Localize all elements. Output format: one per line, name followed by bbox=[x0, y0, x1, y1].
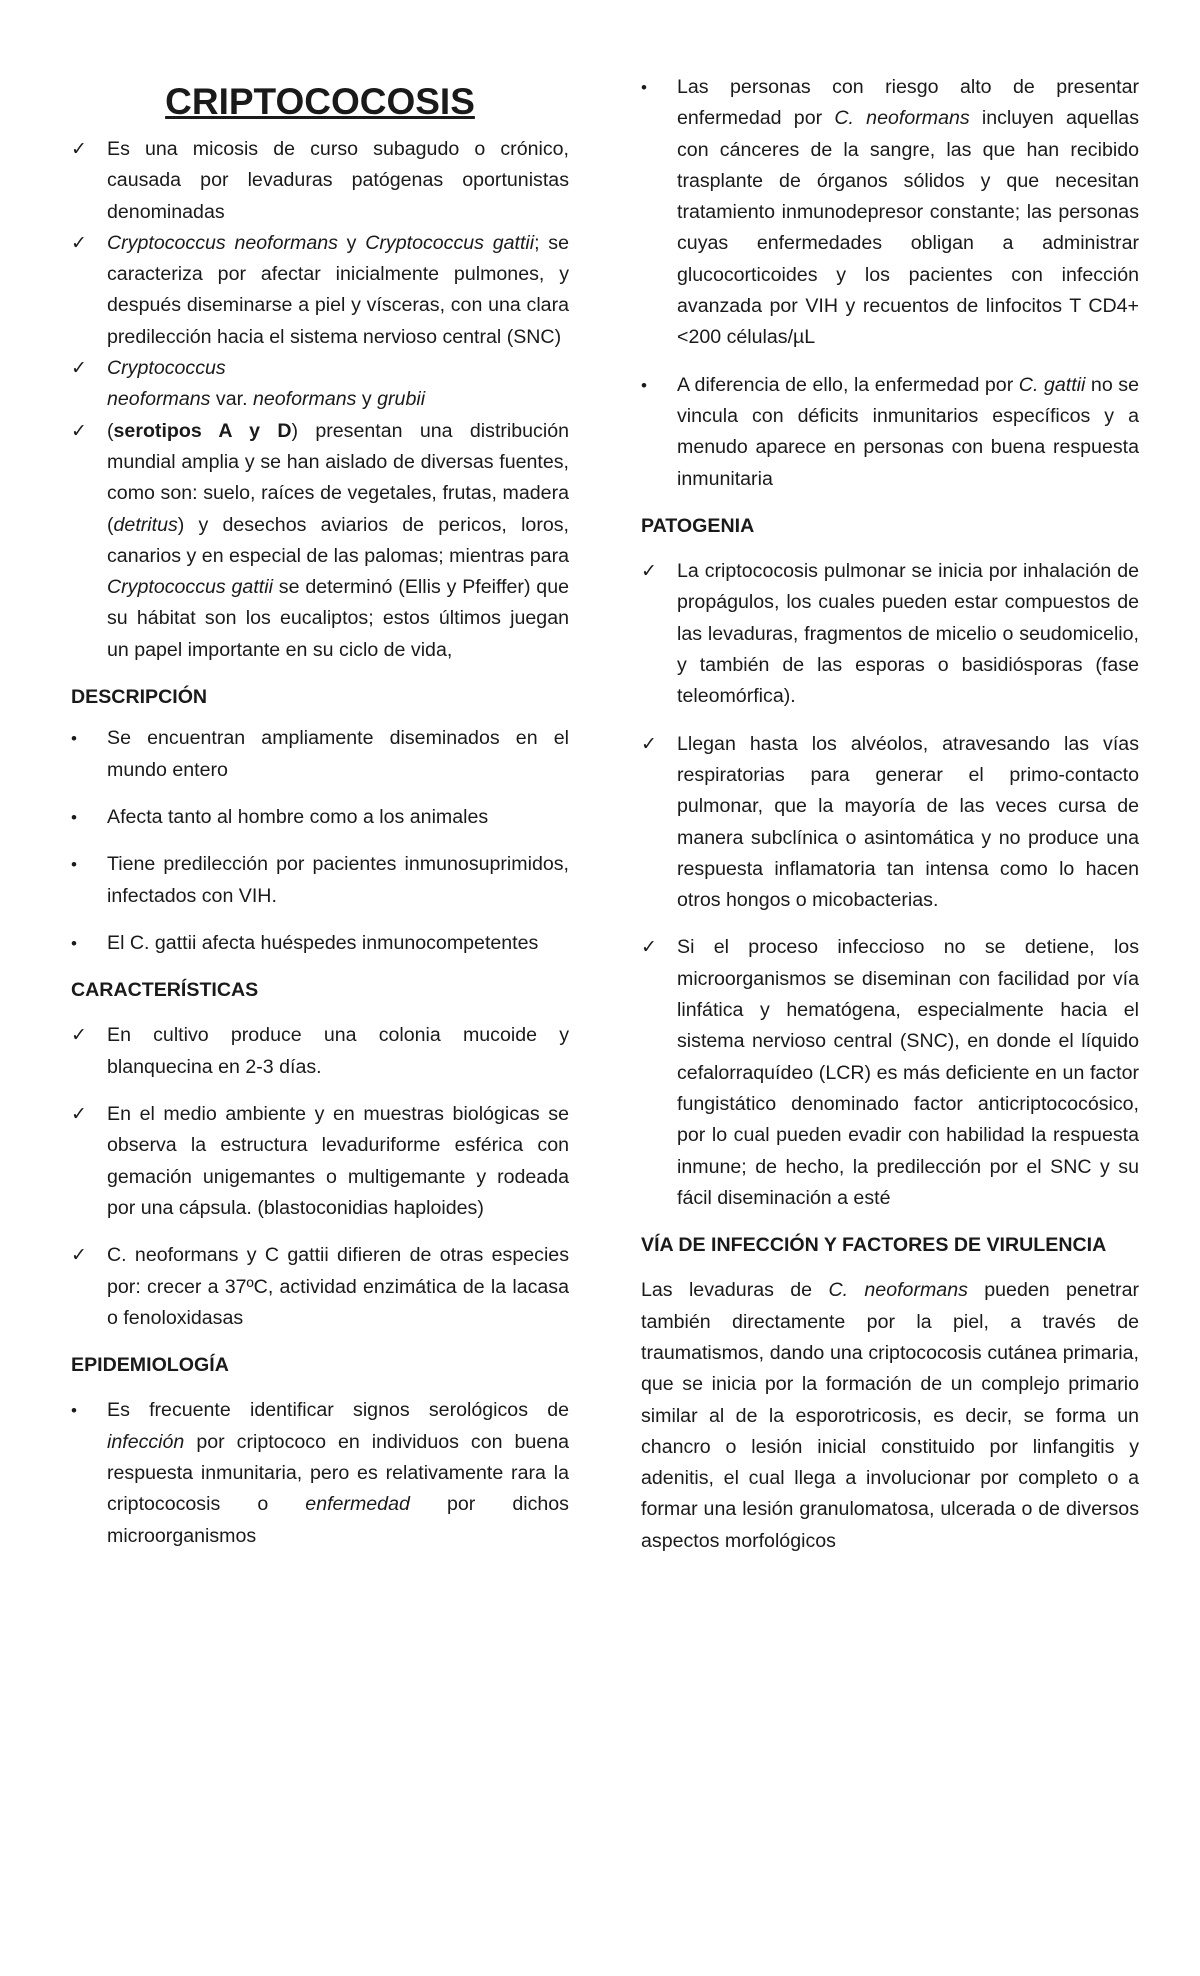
patogenia-text: Llegan hasta los alvéolos, atravesando las vías respiratorias para generar el primo-contacto pulmonar, que la mayoría de las veces cursa de manera subclínica o asintomática y no produce una respuesta inflamatoria tan intensa como lo hacen otros hongos o micobacterias. bbox=[677, 732, 1139, 912]
emphasis-text: infección bbox=[107, 1430, 185, 1453]
descripcion-text: El C. gattii afecta huéspedes inmunocompetentes bbox=[107, 931, 539, 954]
intro-item-2 bbox=[71, 228, 569, 353]
descripcion-item bbox=[71, 723, 569, 786]
emphasis-text: enfermedad bbox=[305, 1493, 410, 1516]
intro-text: var. bbox=[210, 388, 253, 411]
epidemiologia-item-3 bbox=[641, 370, 1139, 495]
checkmark-icon: ✓ bbox=[71, 420, 87, 442]
intro-text: y bbox=[356, 388, 378, 411]
intro-item-4 bbox=[71, 416, 569, 666]
checkmark-icon: ✓ bbox=[71, 232, 87, 254]
bullet-icon: • bbox=[641, 375, 647, 395]
epidemiologia-text: Las personas con riesgo alto de presentar enfermedad por bbox=[677, 76, 1139, 130]
heading-caracteristicas: CARACTERÍSTICAS bbox=[71, 979, 259, 1002]
checkmark-icon: ✓ bbox=[641, 937, 657, 959]
descripcion-text: Tiene predilección por pacientes inmunosuprimidos, infectados con VIH. bbox=[107, 853, 569, 907]
checkmark-icon: ✓ bbox=[71, 1025, 87, 1047]
right-column bbox=[641, 72, 1139, 1557]
checkmark-icon: ✓ bbox=[71, 1245, 87, 1267]
checkmark-icon: ✓ bbox=[71, 358, 87, 380]
variety-name: neoformans bbox=[252, 388, 357, 411]
patogenia-text: La criptococosis pulmonar se inicia por inhalación de propágulos, los cuales pueden estar compuestos de las levaduras, fragmentos de micelio o seudomicelio, y también de las esporas o basidiósporas (fase teleomórfica). bbox=[677, 560, 1139, 708]
left-column bbox=[71, 0, 569, 1552]
via-infeccion-paragraph bbox=[641, 1275, 1139, 1557]
bullet-icon: • bbox=[71, 729, 77, 749]
species-name: Cryptococcus neoformans bbox=[107, 231, 338, 254]
serotypes-text: serotipos A y D bbox=[113, 419, 292, 442]
species-name: Cryptococcus gattii bbox=[365, 231, 535, 254]
intro-text: ) presentan una distribución mundial amplia y se han aislado de diversas fuentes, como son: suelo, raíces de vegetales, frutas, madera ( bbox=[107, 419, 569, 536]
descripcion-item bbox=[71, 928, 569, 959]
caracteristicas-text: C. neoformans y C gattii difieren de otras especies por: crecer a 37ºC, actividad enzimática de la lacasa o fenoloxidasas bbox=[107, 1244, 569, 1329]
species-name: C. gattii bbox=[1018, 373, 1086, 396]
epidemiologia-text: por dichos microorganismos bbox=[107, 1493, 569, 1547]
epidemiologia-text: no se vincula con déficits inmunitarios específicos y a menudo aparece en personas con buena respuesta inmunitaria bbox=[677, 373, 1139, 490]
bullet-icon: • bbox=[71, 1401, 77, 1421]
patogenia-item bbox=[641, 729, 1139, 917]
via-text: Las levaduras de bbox=[641, 1279, 829, 1302]
heading-descripcion: DESCRIPCIÓN bbox=[71, 686, 208, 709]
intro-text: se determinó (Ellis y Pfeiffer) que su hábitat son los eucaliptos; estos últimos juegan un papel importante en su ciclo de vida, bbox=[107, 576, 570, 661]
variety-name: grubii bbox=[377, 388, 426, 411]
descripcion-text: Se encuentran ampliamente diseminados en el mundo entero bbox=[107, 727, 569, 781]
intro-item-3 bbox=[71, 353, 569, 416]
epidemiologia-text: Es frecuente identificar signos serológicos de bbox=[107, 1399, 569, 1422]
bullet-icon: • bbox=[71, 933, 77, 953]
caracteristicas-item bbox=[71, 1099, 569, 1224]
patogenia-text: Si el proceso infeccioso no se detiene, los microorganismos se diseminan con facilidad por vía linfática y hematógena, especialmente hacia el sistema nervioso central (SNC), en donde el líquido cefalorraquídeo (LCR) es más deficiente en un factor fungistático denominado factor anticriptococósico, por lo cual pueden evadir con habilidad la respuesta inmune; de hecho, la predilección por el SNC y su fácil diseminación a esté bbox=[677, 936, 1139, 1209]
checkmark-icon: ✓ bbox=[641, 733, 657, 755]
intro-text: ) y desechos aviarios de pericos, loros, canarios y en especial de las palomas; mientras para bbox=[107, 513, 569, 567]
patogenia-item bbox=[641, 932, 1139, 1214]
patogenia-item bbox=[641, 556, 1139, 712]
intro-text: y bbox=[337, 231, 366, 254]
epidemiologia-item-2 bbox=[641, 72, 1139, 354]
epidemiologia-text: por criptococo en individuos con buena respuesta inmunitaria, pero es relativamente rara la criptococosis o bbox=[107, 1430, 569, 1516]
bullet-icon: • bbox=[71, 807, 77, 827]
checkmark-icon: ✓ bbox=[71, 1104, 87, 1126]
heading-patogenia: PATOGENIA bbox=[641, 514, 755, 537]
heading-epidemiologia: EPIDEMIOLOGÍA bbox=[71, 1354, 229, 1377]
epidemiologia-text: incluyen aquellas con cánceres de la sangre, las que han recibido trasplante de órganos sólidos y que necesitan tratamiento inmunodepresor constante; las personas cuyas enfermedades obligan a administrar glucocorticoides y los pacientes con infección avanzada por VIH y recuentos de linfocitos T CD4+ <200 células/µL bbox=[677, 107, 1139, 349]
via-text: pueden penetrar también directamente por la piel, a través de traumatismos, dando una criptococosis cutánea primaria, que se inicia por la formación de un complejo primario similar al de la esporotricosis, es decir, se forma un chancro o lesión inicial constituido por linfangitis y adenitis, el cual llega a involucionar por completo o a formar una lesión granulomatosa, ulcerada o de diversos aspectos morfológicos bbox=[641, 1279, 1139, 1552]
intro-text-1: Es una micosis de curso subagudo o crónico, causada por levaduras patógenas oportunistas denominadas bbox=[107, 138, 569, 223]
checkmark-icon: ✓ bbox=[71, 139, 87, 160]
checkmark-icon: ✓ bbox=[641, 561, 657, 583]
caracteristicas-text: En cultivo produce una colonia mucoide y blanquecina en 2-3 días. bbox=[107, 1024, 569, 1078]
descripcion-item bbox=[71, 849, 569, 912]
caracteristicas-item bbox=[71, 1020, 569, 1083]
heading-via-infeccion: VÍA DE INFECCIÓN Y FACTORES DE VIRULENCIA bbox=[641, 1234, 1107, 1257]
epidemiologia-item-1 bbox=[71, 1395, 569, 1551]
descripcion-text: Afecta tanto al hombre como a los animales bbox=[107, 805, 489, 828]
species-name: C. neoformans bbox=[828, 1279, 968, 1302]
detritus-text: detritus bbox=[113, 513, 178, 536]
intro-text: ; se caracteriza por afectar inicialmente pulmones, y después diseminarse a piel y vísceras, con una clara predilección hacia el sistema nervioso central (SNC) bbox=[107, 231, 569, 348]
bullet-icon: • bbox=[71, 855, 77, 875]
species-name: C. neoformans bbox=[834, 107, 970, 130]
species-name: Cryptococcus bbox=[107, 357, 226, 380]
species-name: neoformans bbox=[107, 388, 211, 411]
page-title: CRIPTOCOCOSIS bbox=[165, 81, 475, 122]
species-name: Cryptococcus gattii bbox=[107, 576, 273, 599]
intro-text: ( bbox=[107, 419, 114, 442]
caracteristicas-item bbox=[71, 1240, 569, 1334]
intro-item-1 bbox=[71, 134, 569, 228]
descripcion-item bbox=[71, 802, 569, 833]
epidemiologia-text: A diferencia de ello, la enfermedad por bbox=[677, 373, 1019, 396]
caracteristicas-text: En el medio ambiente y en muestras biológicas se observa la estructura levaduriforme esférica con gemación unigemantes o multigemante y rodeada por una cápsula. (blastoconidias haploides) bbox=[107, 1103, 569, 1219]
bullet-icon: • bbox=[641, 78, 647, 97]
